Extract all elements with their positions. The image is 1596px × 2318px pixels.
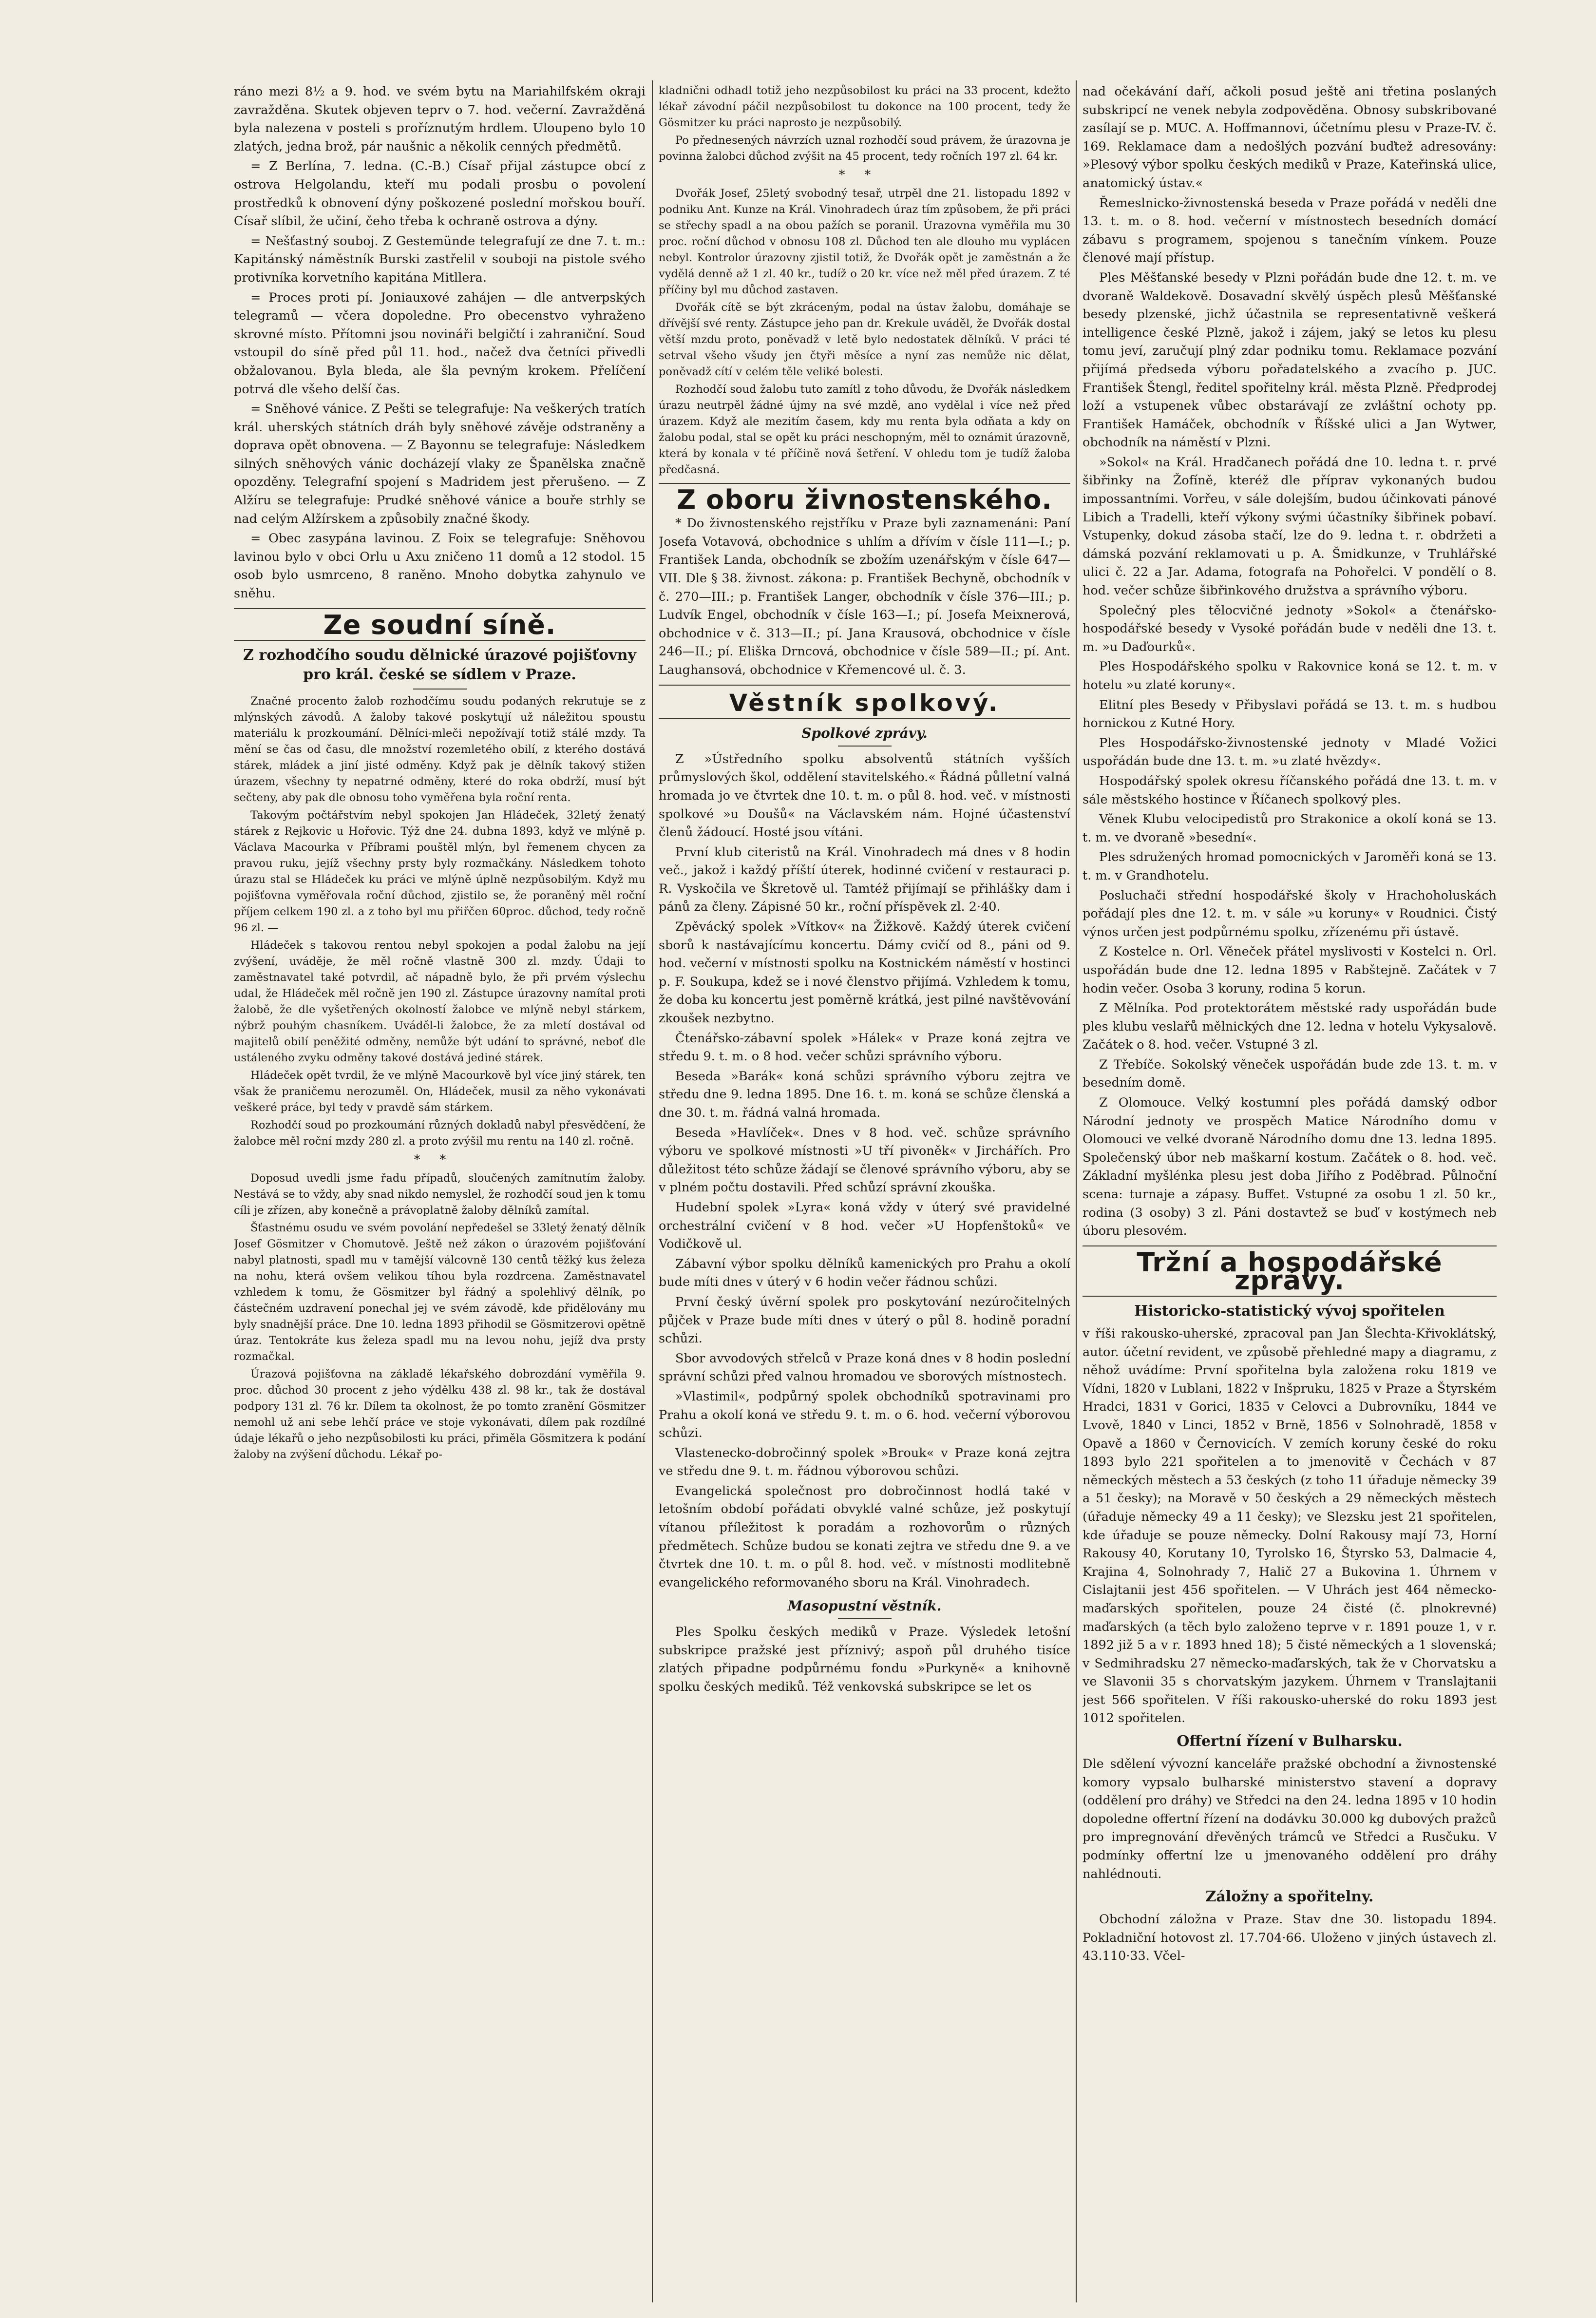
article-text: Takovým počtářstvím nebyl spokojen Jan Hládeček, 32letý ženatý stárek z Rejkovic u Hořovic. Týž dne 24. dubna 1893, když ve mlýně p. Václava Macourka v Příbrami pouštěl mlýn, byl řemenem chycen za pravou ruku, jejíž všechny prsty byly rozmačkány. Následkem tohoto úrazu stal se Hládeček ku práci ve mlýně úplně nezpůsobilým. Když mu pojišťovna vyměřovala roční důchod, zjistilo se, že poraněný měl roční příjem celkem 190 zl. a z toho byl mu přiřčen 60proc. důchod, tedy ročně 96 zl. —	[234, 809, 646, 935]
club-notice: Řemeslnicko-živnostenská beseda v Praze pořádá v neděli dne 13. t. m. o 8. hod. večerní v místnostech besedních domácí zábavu s programem, spojenou s tanečním vínkem. Pouze členové mají přístup.	[1083, 195, 1497, 266]
club-notice: Ples Spolku českých mediků v Praze. Výsledek letošní subskripce pražské jest příznivý; aspoň půl druhého tisíce zlatých připadne podpůrnému fondu »Purkyně« a knihovně spolku českých mediků. Též venkovská subskripce se let os	[659, 1625, 1070, 1694]
separator-stars: **	[838, 168, 891, 182]
club-notice: Ples sdružených hromad pomocnických v Jaroměři koná se 13. t. m. v Grandhotelu.	[1083, 850, 1497, 883]
club-notice: Z Mělníka. Pod protektorátem městské rady uspořádán bude ples klubu veslařů mělnických dne 12. ledna v hotelu Vykysalově. Začátek o 8. hod. večer. Vstupné 3 zl.	[1083, 1001, 1497, 1053]
article-text: kladnični odhadl totiž jeho nezpůsobilost ku práci na 33 procent, kdežto lékař závodní páčil nezpůsobilost tu dokonce na 100 procent, tedy že Gösmitzer ku práci naprosto je nezpůsobilý.	[659, 84, 1070, 129]
club-notice: Beseda »Havlíček«. Dnes v 8 hod. več. schůze správního výboru ve spolkové místnosti »U tří pivoněk« v Jirchářích. Pro důležitost této schůze žádají se členové správního výboru, aby se v plném počtu dostavili. Před schůzí správní zkouška.	[659, 1125, 1070, 1195]
article-text: Po přednesených návrzích uznal rozhodčí soud právem, že úrazovna je povinna žalobci důchod zvýšit na 45 procent, tedy ročních 197 zl. 64 kr.	[659, 134, 1070, 163]
article-text: Dle sdělení vývozní kanceláře pražské obchodní a živnostenské komory vypsalo bulharské ministerstvo stavení a dopravy (oddělení pro dráhy) ve Středci na den 24. ledna 1895 v 10 hodin dopoledne offertní řízení na dodávku 30.000 kg dubových pražců pro impregnování dřevěných trámců ve Středci a Rusčuku. V podmínky offertní lze u jmenovaného oddělení pro dráhy nahlédnouti.	[1083, 1757, 1497, 1881]
club-notice: Beseda »Barák« koná schůzi správního výboru zejtra ve středu dne 9. ledna 1895. Dne 16. t. m. koná se schůze členská a dne 30. t. m. řádná valná hromada.	[659, 1069, 1070, 1120]
section-rule	[1083, 1245, 1497, 1246]
club-notice: Hospodářský spolek okresu říčanského pořádá dne 13. t. m. v sále městského hostince v Říčanech spolkový ples.	[1083, 773, 1497, 807]
article-text: Rozhodčí soud po prozkoumání různých dokladů nabyl přesvědčení, že žalobce měl roční mzdy 280 zl. a proto zvýšil mu rentu na 140 zl. ročně.	[234, 1119, 646, 1148]
club-notice: Sbor avvodových střelců v Praze koná dnes v 8 hodin poslední správní schůzi před valnou hromadou ve sborových místnostech.	[659, 1351, 1070, 1384]
article-heading: Offertní řízení v Bulharsku.	[1177, 1733, 1403, 1750]
club-notice: Vlastenecko-dobročinný spolek »Brouk« v Praze koná zejtra ve středu dne 9. t. m. řádnou výborovou schůzi.	[659, 1445, 1070, 1479]
club-notice: Společný ples tělocvičné jednoty »Sokol« a čtenářsko-hospodářské besedy v Vysoké pořádán bude v neděli dne 13. t. m. »u Daďourků«.	[1083, 603, 1497, 654]
subsection-heading: Spolkové zprávy.	[801, 725, 928, 742]
club-notice: Elitní ples Besedy v Přibyslavi pořádá se 13. t. m. s hudbou hornickou z Kutné Hory.	[1083, 697, 1497, 731]
column-2	[659, 83, 1070, 2300]
club-notice: Z Třebíče. Sokolský věneček uspořádán bude zde 13. t. m. v besedním domě.	[1083, 1057, 1497, 1091]
article-text: Šťastnému osudu ve svém povolání nepředešel se 33letý ženatý dělník Josef Gösmitzer v Chomutově. Ještě než zákon o úrazovém pojišťování nabyl platnosti, spadl mu v tamější válcovně 130 centů těžký kus železa na nohu, která ovšem velikou tíhou byla rozdrcena. Zaměstnavatel vzhledem k tomu, že Gösmitzer byl řádný a spolehlivý dělník, po částečném uzdravení ponechal jej ve svém závodě, kde přidělovány mu byly snadnější práce. Dne 10. ledna 1893 přihodil se Gösmitzerovi opětně úraz. Tentokráte kus železa spadl mu na levou nohu, jejíž dva prsty rozmačkal.	[234, 1221, 646, 1363]
club-notice: »Vlastimil«, podpůrný spolek obchodníků spotravinami pro Prahu a okolí koná ve středu 9. t. m. o 6. hod. večerní výborovou schůzi.	[659, 1389, 1070, 1441]
short-rule	[838, 1618, 892, 1619]
news-item: = Sněhové vánice. Z Pešti se telegrafuje: Na veškerých tratích král. uherských státních dráh byly sněhové závěje odstraněny a doprava opět obnovena. — Z Bayonnu se telegrafuje: Následkem silných sněhových vánic docházejí vlaky ze Španělska značně opozděny. Telegrafní spojení s Madridem jest přerušeno. — Z Alžíru se telegrafuje: Prudké sněhové vánice a bouře strhly se nad celým Alžírskem a způsobily značné škody.	[234, 402, 646, 526]
article-text: Doposud uvedli jsme řadu případů, sloučených zamítnutím žaloby. Nestává se to vždy, aby snad nikdo nemyslel, že rozhodčí soud jen k tomu cíli je zřízen, aby konečně a právoplatně žaloby dělníků zamítal.	[234, 1171, 646, 1217]
section-rule	[1083, 1296, 1497, 1297]
section-rule	[659, 685, 1070, 686]
short-rule	[413, 689, 467, 690]
article-text: Rozhodčí soud žalobu tuto zamítl z toho důvodu, že Dvořák následkem úrazu neutrpěl žádné újmy na své mzdě, ano vydělal i více než před úrazem. Když ale mezitím časem, kdy mu renta byla odňata a kdy on žalobu podal, stal se opět ku práci neschopným, měl to oznámit úrazovně, která by konala v té příčině nová šetření. V ohledu tom je tudíž žaloba předčasná.	[659, 383, 1070, 476]
club-notice: Hudební spolek »Lyra« koná vždy v úterý své pravidelné orchestrální cvičení v 8 hod. večer »U Hopfenštoků« ve Vodičkově ul.	[659, 1200, 1070, 1252]
club-notice: Z »Ústředního spolku absolventů státních vyšších průmyslových škol, oddělení stavitelského.« Řádná půlletní valná hromada jo ve čtvrtek dne 10. t. m. o půl 8. hod. več. v místnosti spolkové »u Doušů« na Václavském nám. Hojné účastenství členů žádoucí. Hosté jsou vítáni.	[659, 751, 1070, 840]
club-notice: Z Kostelce n. Orl. Věneček přátel myslivosti v Kostelci n. Orl. uspořádán bude dne 12. ledna 1895 v Rabštejně. Začátek v 7 hodin večer. Osoba 3 koruny, rodina 5 korun.	[1083, 944, 1497, 996]
news-item: = Obec zasypána lavinou. Z Foix se telegrafuje: Sněhovou lavinou bylo v obci Orlu u Axu zničeno 11 domů a 12 stodol. 15 osob bylo usmrceno, 8 raněno. Mnoho dobytka zahynulo ve sněhu.	[234, 531, 646, 601]
column-1	[234, 83, 646, 2300]
article-text: Značné procento žalob rozhodčímu soudu podaných rekrutuje se z mlýnských závodů. A žaloby takové poskytují už náležitou spoustu materiálu k prozkoumání. Dělníci-mleči nepožívají totiž stálé mzdy. Ta mění se čas od času, dle množství rozemletého obilí, z kterého dostává stárek, mládek a jiní jisté odměny. Když pak je dělník takový stižen úrazem, všechny ty nepatrné odměny, které do roka obdrží, musí být sečteny, aby pak dle obnosu toho vyměřena byla roční renta.	[234, 695, 646, 805]
article-text: Hládeček opět tvrdil, že ve mlýně Macourkově byl více jiný stárek, ten však že praničemu nerozuměl. On, Hládeček, musil za něho vykonávati veškeré práce, byl tedy v pravdě sám stárkem.	[234, 1069, 646, 1114]
club-notice: První klub citeristů na Král. Vinohradech má dnes v 8 hodin več., jakož i každý příští úterek, hodinné cvičení v restauraci p. R. Vyskočila ve Škretově ul. Tamtéž přijímají se přihlášky dam i pánů za členy. Zápisné 50 kr., roční příspěvek zl. 2·40.	[659, 844, 1070, 915]
article-text: Obchodní záložna v Praze. Stav dne 30. listopadu 1894. Pokladniční hotovost zl. 17.704·66. Uloženo v jiných ústavech zl. 43.110·33. Včel-	[1083, 1912, 1497, 1964]
news-item: = Proces proti pí. Joniauxové zahájen — dle antverpských telegramů — včera dopoledne. Pro obecenstvo vyhraženo skrovné místo. Přítomni jsou novináři belgičtí i zahraniční. Soud vstoupil do síně před půl 11. hod., načež dva četníci přivedli obžalovanou. Byla bleda, ale šla pevným krokem. Přelíčení potrvá dle všeho delší čas.	[234, 290, 646, 397]
news-item: = Nešťastný souboj. Z Gestemünde telegrafují ze dne 7. t. m.: Kapitánský náměstník Burski zastřelil v souboji na pistole svého protivníka korvetního kapitána Mitllera.	[234, 233, 646, 285]
subsection-heading: Masopustní věstník.	[787, 1598, 942, 1614]
section-heading: Tržní a hospodářské zprávy.	[1137, 1246, 1443, 1296]
article-text: Hládeček s takovou rentou nebyl spokojen a podal žalobu na její zvýšení, uváděje, že měl ročně vlastně 300 zl. mzdy. Údaji to zaměstnavatel také potvrdil, ač nápadně bylo, že při prvém výslechu udal, že Hládeček měl ročně jen 190 zl. Zástupce úrazovny namítal proti žalobě, že dle vyšetřených okolností žalobce ve mlýně nebyl stárkem, nýbrž pouhým chasníkem. Uváděl-li žalobce, že za mletí dostával od majitelů obilí peněžité odměny, nemůže být udání to správné, neboť dle ustáleného zvyku odměny takové dostává jediné stárek.	[234, 939, 646, 1065]
article-heading: Historicko-statistický vývoj spořitelen	[1134, 1303, 1445, 1320]
section-rule	[234, 608, 646, 609]
club-notice: Posluchači střední hospodářské školy v Hrachoholuskách pořádají ples dne 12. t. m. v sále »u koruny« v Roudnici. Čistý výnos určen jest podpůrnému spolku, zřízenému při ústavě.	[1083, 888, 1497, 939]
section-rule	[659, 483, 1070, 484]
article-heading: Záložny a spořitelny.	[1205, 1888, 1374, 1906]
club-notice: Ples Hospodářsko-živnostenské jednoty v Mladé Vožici uspořádán bude dne 13. t. m. »u zlaté hvězdy«.	[1083, 735, 1497, 769]
club-notice: »Sokol« na Král. Hradčanech pořádá dne 10. ledna t. r. prvé šibřinky na Žofíně, kteréž dle příprav vykonaných budou impossantními. Vorřeu, v sále dolejším, budou účinkovati pánové Libich a Tradelli, kteří výkony svými účastníky šibřinek pobaví. Vstupenky, dokud zásoba stačí, lze do 9. ledna t. r. obdržeti a dámská pozvání reklamovati u p. A. Šmidkunze, v Truhlářské ulici č. 22 a Jar. Adama, fotografa na Pohořelci. V pondělí o 8. hod. večer schůze šibřinkového družstva a správního výboru.	[1083, 455, 1497, 598]
section-heading: Ze soudní síně.	[323, 609, 556, 640]
short-rule	[838, 746, 892, 747]
club-notice: nad očekávání daří, ačkoli posud ještě ani třetina poslaných subskripcí ne venek nebyla zodpověděna. Obnosy subskribované zasílají se p. MUC. A. Hoffmannovi, účetnímu plesu v Praze-IV. č. 169. Reklamace dam a nedošlých pozvání buďtež adresovány: »Plesový výbor spolku českých mediků v Praze, Kateřinská ulice, anatomický ústav.«	[1083, 84, 1497, 191]
article-text: Dvořák cítě se být zkráceným, podal na ústav žalobu, domáhaje se dřívější své renty. Zástupce jeho pan dr. Krekule uváděl, že Dvořák dostal větší mzdu proto, poněvadž v letě bylo nedostatek dělníků. V práci té setrval všeho všudy jen čtyři měsíce a nyní zas nemůže nic dělat, poněvadž cítí v celém těle veliké bolesti.	[659, 301, 1070, 378]
section-heading: Z oboru živnostenského.	[677, 484, 1052, 515]
section-rule	[659, 718, 1070, 719]
section-heading: Věstník spolkový.	[729, 689, 1000, 717]
club-notice: Ples Hospodářského spolku v Rakovnice koná se 12. t. m. v hotelu »u zlaté koruny«.	[1083, 659, 1497, 692]
article-heading: Z rozhodčího soudu dělnické úrazové pojišťovny pro král. české se sídlem v Praze.	[243, 647, 636, 684]
article-text: Úrazová pojišťovna na základě lékařského dobrozdání vyměřila 9. proc. důchod 30 procent z jeho výdělku 438 zl. 98 kr., tak že dostával podpory 131 zl. 76 kr. Dílem ta okolnost, že po tomto zranění Gösmitzer nemohl už ani sebe lehčí práce ve stoje vykonávati, dílem pak rozdílné údaje lékařů o jeho nezpůsobilosti ku práci, přiměla Gösmitzera k podání žaloby na zvýšení důchodu. Lékař po-	[234, 1367, 646, 1461]
column-rule	[652, 80, 653, 2302]
article-text: ráno mezi 8½ a 9. hod. ve svém bytu na Mariahilfském okraji zavražděna. Skutek objeven teprv o 7. hod. večerní. Zavražděná byla nalezena v posteli s proříznutým hrdlem. Uloupeno bylo 10 zlatých, jedna brož, pár naušnic a několik cenných předmětů.	[234, 84, 646, 154]
club-notice: Věnek Klubu velocipedistů pro Strakonice a okolí koná se 13. t. m. ve dvoraně »besední«.	[1083, 812, 1497, 845]
club-notice: Zábavní výbor spolku dělníků kamenických pro Prahu a okolí bude míti dnes v úterý v 6 hodin večer řádnou schůzi.	[659, 1256, 1070, 1290]
club-notice: První český úvěrní spolek pro poskytování nezúročitelných půjček v Praze bude míti dnes v úterý o půl 8. hodině poradní schůzi.	[659, 1294, 1070, 1346]
column-rule	[1076, 80, 1077, 2302]
club-notice: Evangelická společnost pro dobročinnost hodlá také v letošním období pořádati obvyklé valné schůze, jež poskytují vítanou příležitost k poradám a rozhovorům o různých předmětech. Schůze budou se konati zejtra ve středu dne 9. a ve čtvrtek dne 10. t. m. o půl 8. hod. več. v místnosti modlitebně evangelického reformovaného sboru na Král. Vinohradech.	[659, 1483, 1070, 1590]
separator-stars: **	[414, 1152, 466, 1168]
article-text: Dvořák Josef, 25letý svobodný tesař, utrpěl dne 21. listopadu 1892 v podniku Ant. Kunze na Král. Vinohradech úraz tím způsobem, že při práci se střechy spadl a na obou pažích se poranil. Úrazovna vyměřila mu 30 proc. roční důchod v obnosu 108 zl. Důchod ten ale dlouho mu vyplácen nebyl. Kontrolor úrazovny zjistil totiž, že Dvořák opět je zaměstnán a že vydělá denně až 1 zl. 40 kr., tudíž o 20 kr. více než měl před úrazem. Z té příčiny byl mu důchod zastaven.	[659, 187, 1070, 296]
club-notice: Zpěvácký spolek »Vítkov« na Žižkově. Každý úterek cvičení sborů k nastávajícímu koncertu. Dámy cvičí od 8., páni od 9. hod. večerní v místnosti spolku na Kostnickém náměstí v hostinci p. F. Soukupa, kdež se i nové členstvo přijímá. Vzhledem k tomu, že doba ku koncertu jest poměrně krátká, jest pilné navštěvování zkoušek nezbytno.	[659, 920, 1070, 1026]
club-notice: Z Olomouce. Velký kostumní ples pořádá damský odbor Národní jednoty ve prospěch Matice Národního domu v Olomouci ve velké dvoraně Národního domu dne 13. ledna 1895. Společenský úbor neb maškarní kostum. Začátek o 8. hod. več. Základní myšlénka plesu jest doba Jiřího z Poděbrad. Půlnoční scena: turnaje a zápasy. Buffet. Vstupné za osobu 1 zl. 50 kr., rodina (3 osoby) 3 zl. Páni dostavtež se buď v kostýmech neb úboru plesovém.	[1083, 1095, 1497, 1239]
club-notice: Čtenářsko-zábavní spolek »Hálek« v Praze koná zejtra ve středu 9. t. m. o 8 hod. večer schůzi správního výboru.	[659, 1031, 1070, 1064]
column-3	[1083, 83, 1497, 2300]
news-item: = Z Berlína, 7. ledna. (C.-B.) Císař přijal zástupce obcí z ostrova Helgolandu, kteří mu podali prosbu o povolení prostředků k obnovení dýny poškozené poslední mořskou bouří. Císař slíbil, že učiní, čeho třeba k ochraně ostrova a dýny.	[234, 159, 646, 229]
article-text: v říši rakousko-uherské, zpracoval pan Jan Šlechta-Křivoklátský, autor. účetní revident, ve způsobě přehledné mapy a diagramu, z něhož uvádíme: První spořitelna byla založena roku 1819 ve Vídni, 1820 v Lublani, 1822 v Inšpruku, 1825 v Praze a Štyrském Hradci, 1831 v Gorici, 1835 v Celovci a Dubrovníku, 1844 ve Lvově, 1840 v Linci, 1852 v Brně, 1856 v Solnohradě, 1858 v Opavě a 1860 v Černovicích. V zemích koruny české do roku 1893 bylo 221 spořitelen a to jmenovitě v Čechách v 87 německých městech a 53 českých (z toho 11 úřaduje německy 39 a 51 česky); na Moravě v 50 českých a 29 německých městech (úřaduje německy 49 a 11 česky); ve Slezsku jest 21 spořitelen, kde úřaduje se pouze německy. Dolní Rakousy mají 73, Horní Rakousy 40, Korutany 10, Tyrolsko 16, Štyrsko 53, Dalmacie 4, Krajina 4, Solnohrady 7, Halič 27 a Bukovina 1. Úhrnem v Cislajtanii jest 456 spořitelen. — V Uhrách jest 464 německo-maďarských spořitelen, pouze 24 čisté (č. plnokrevné) maďarských (a těch bylo založeno teprve v r. 1891 pouze 1, v r. 1892 již 5 a v r. 1893 hned 18); 5 čisté německých a 1 slovenská; v Sedmihradsku 27 německo-maďarských, tak že v Chorvatsku a ve Slavonii 35 s chorvatským jazykem. Úhrnem v Translajtanii jest 566 spořitelen. V říši rakousko-uherské do roku 1893 jest 1012 spořitelen.	[1083, 1326, 1497, 1726]
club-notice: Ples Měšťanské besedy v Plzni pořádán bude dne 12. t. m. ve dvoraně Waldekově. Dosavadní skvělý úspěch plesů Měšťanské besedy plzenské, jichž účastnila se representativně veškerá intelligence české Plzně, jakož i zájem, jaký se letos ku plesu tomu jeví, zaručují plný zdar podniku tomu. Reklamace pozvání přijímá předseda výboru pořadatelského a zvacího p. JUC. František Štengl, ředitel spořitelny král. města Plzně. Předprodej loží a vstupenek vůbec obstarávají ze zvláštní ochoty pp. František Hamáček, obchodník v Říšské ulici a Jan Wytwer, obchodník na náměstí v Plzni.	[1083, 270, 1497, 450]
article-text: * Do živnostenského rejstříku v Praze byli zaznamenáni: Paní Josefa Votavová, obchodnice s uhlím a dřívím v čísle 111—I.; p. František Landa, obchodník se zbožím uzenářským v čísle 647—VII. Dle § 38. živnost. zákona: p. František Bechyně, obchodník v č. 270—III.; p. František Langer, obchodník v čísle 376—III.; p. Ludvík Engel, obchodník v čísle 163—I.; pí. Josefa Meixnerová, obchodnice v č. 313—II.; pí. Jana Krausová, obchodnice v čísle 246—II.; pí. Eliška Drncová, obchodnice v čísle 589—II.; pí. Ant. Laughansová, obchodnice v Křemencové ul. č. 3.	[659, 516, 1070, 677]
